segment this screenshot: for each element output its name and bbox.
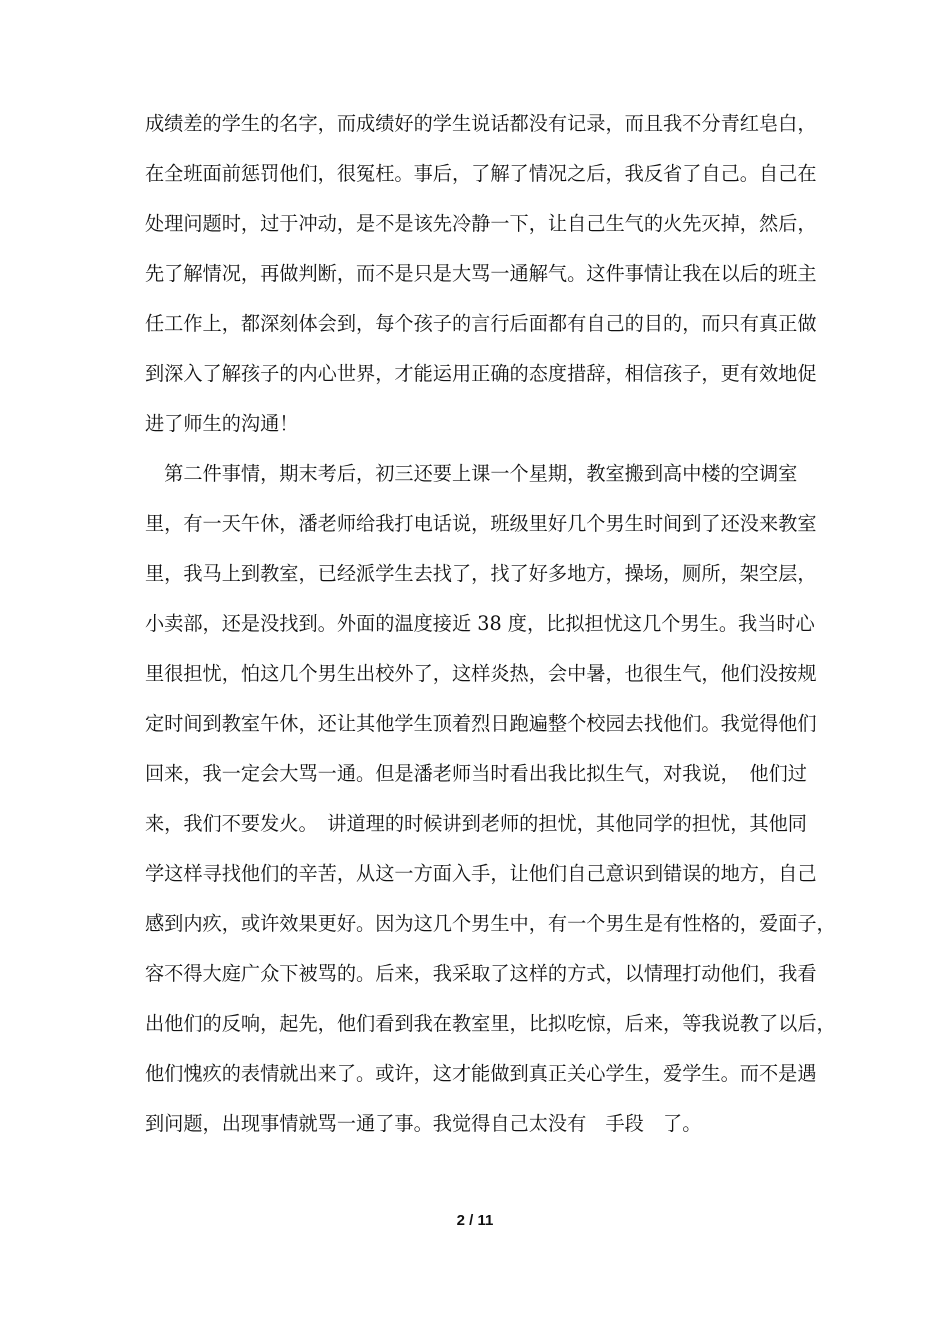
text-line: 进了师生的沟通！ [145,412,299,435]
text-line: 成绩差的学生的名字，而成绩好的学生说话都没有记录，而且我不分青红皂白， [145,112,817,135]
text-line: 在全班面前惩罚他们，很冤枉。事后，了解了情况之后，我反省了自己。自己在 [145,162,817,185]
text-line: 定时间到教室午休，还让其他学生顶着烈日跑遍整个校园去找他们。我觉得他们 [145,712,817,735]
text-line: 处理问题时，过于冲动，是不是该先冷静一下，让自己生气的火先灭掉，然后， [145,212,817,235]
text-line: 里，我马上到教室，已经派学生去找了，找了好多地方，操场，厕所，架空层， [145,562,817,585]
page-number: 2 / 11 [456,1212,494,1229]
text-line: 里，有一天午休，潘老师给我打电话说，班级里好几个男生时间到了还没来教室 [145,512,817,535]
text-line: 里很担忧，怕这几个男生出校外了，这样炎热，会中暑，也很生气，他们没按规 [145,662,817,685]
text-line: 出他们的反响，起先，他们看到我在教室里，比拟吃惊，后来，等我说教了以后， [145,1012,836,1035]
text-line: 学这样寻找他们的辛苦，从这一方面入手，让他们自己意识到错误的地方，自己 [145,862,817,885]
text-line: 来，我们不要发火。 讲道理的时候讲到老师的担忧，其他同学的担忧，其他同 [145,812,807,835]
text-line: 先了解情况，再做判断，而不是只是大骂一通解气。这件事情让我在以后的班主 [145,262,817,285]
text-line: 回来，我一定会大骂一通。但是潘老师当时看出我比拟生气，对我说， 他们过 [145,762,807,785]
text-line: 到问题，出现事情就骂一通了事。我觉得自己太没有 手段 了。 [145,1112,702,1135]
text-line: 感到内疚，或许效果更好。因为这几个男生中，有一个男生是有性格的，爱面子， [145,912,836,935]
text-line: 到深入了解孩子的内心世界，才能运用正确的态度措辞，相信孩子，更有效地促 [145,362,817,385]
document-body [145,104,836,1154]
text-line: 任工作上，都深刻体会到，每个孩子的言行后面都有自己的目的，而只有真正做 [145,312,817,335]
text-line: 小卖部，还是没找到。外面的温度接近 38 度，比拟担忧这几个男生。我当时心 [145,612,815,635]
text-line: 他们愧疚的表情就出来了。或许，这才能做到真正关心学生，爱学生。而不是遇 [145,1062,817,1085]
text-line: 第二件事情，期末考后，初三还要上课一个星期，教室搬到高中楼的空调室 [145,462,798,485]
text-line: 容不得大庭广众下被骂的。后来，我采取了这样的方式，以情理打动他们，我看 [145,962,817,985]
